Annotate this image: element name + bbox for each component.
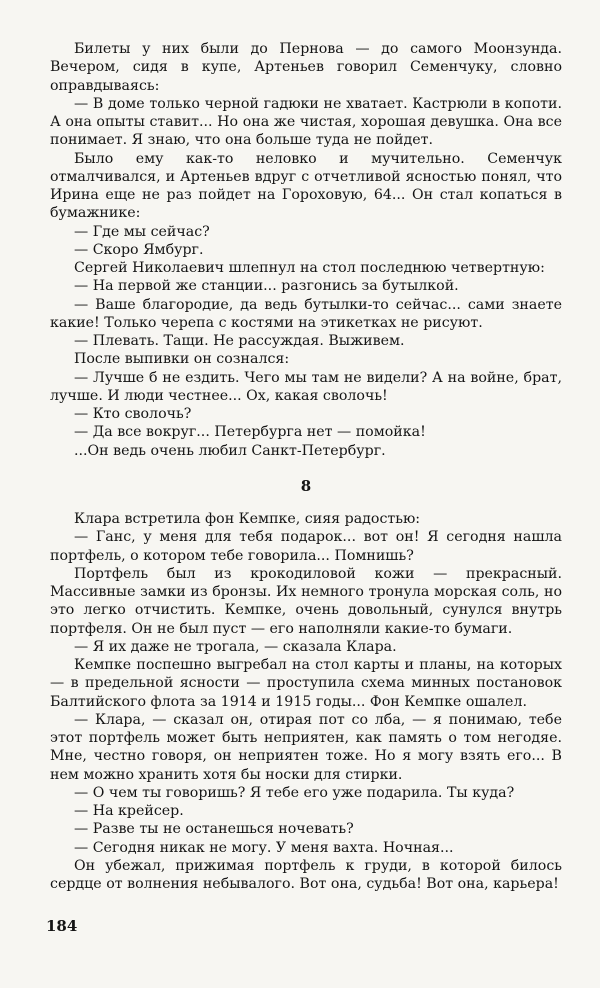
paragraph: — Клара, — сказал он, отирая пот со лба, — я понимаю, тебе этот портфель может быть неприятен, как память о том негодяе. Мне, честно говоря, он неприятен тоже. Но я могу взять его... В нем можно хранить хотя бы носки для стирки. [50, 711, 562, 783]
paragraph: — Плевать. Тащи. Не рассуждая. Выживем. [74, 333, 405, 349]
paragraph: — Скоро Ямбург. [74, 241, 204, 258]
section-two [50, 510, 562, 893]
paragraph: — Ганс, у меня для тебя подарок... вот он! Я сегодня нашла портфель, о котором тебе говорила... Помнишь? [50, 529, 562, 564]
paragraph: — На первой же станции... разгонись за бутылкой. [74, 278, 459, 295]
paragraph: Кемпке поспешно выгребал на стол карты и планы, на которых — в предельной ясности — проступила схема минных постановок Балтийского флота за 1914 и 1915 годы... Фон Кемпке ошалел. [50, 657, 562, 710]
paragraph: Было ему как-то неловко и мучительно. Семенчук отмалчивался, и Артеньев вдруг с отчетливой ясностью понял, что Ирина еще не раз пойдет на Гороховую, 64... Он стал копаться в бумажнике: [50, 150, 562, 222]
paragraph: После выпивки он сознался: [74, 351, 290, 368]
paragraph: Билеты у них были до Пернова — до самого Моонзунда. Вечером, сидя в купе, Артеньев говорил Семенчуку, словно оправдываясь: [50, 41, 562, 94]
page-number: 184 [46, 917, 78, 935]
paragraph: Сергей Николаевич шлепнул на стол последнюю четвертную: [74, 260, 545, 276]
paragraph: — Лучше б не ездить. Чего мы там не видели? А на войне, брат, лучше. И люди честнее... Ох, какая сволочь! [50, 369, 562, 404]
paragraph: — Где мы сейчас? [74, 223, 210, 240]
paragraph: — Кто сволочь? [74, 406, 192, 422]
paragraph: — Ваше благородие, да ведь бутылки-то сейчас... сами знаете какие! Только черепа с костями на этикетках не рисуют. [50, 296, 562, 331]
paragraph: Портфель был из крокодиловой кожи — прекрасный. Массивные замки из бронзы. Их немного тронула морская соль, но это легко отчистить. Кемпке, очень довольный, сунулся внутрь портфеля. Он не был пуст — его наполняли какие-то бумаги. [50, 565, 562, 637]
paragraph: Он убежал, прижимая портфель к груди, в которой билось сердце от волнения небывалого. Вот она, судьба! Вот она, карьера! [50, 857, 562, 892]
paragraph: — Сегодня никак не могу. У меня вахта. Ночная... [74, 839, 454, 856]
page-text [50, 40, 562, 893]
chapter-number: 8 [300, 476, 312, 495]
paragraph: — О чем ты говоришь? Я тебе его уже подарила. Ты куда? [74, 784, 515, 801]
paragraph: Клара встретила фон Кемпке, сияя радостью: [74, 511, 421, 527]
section-one [50, 40, 562, 460]
paragraph: ...Он ведь очень любил Санкт-Петербург. [74, 442, 386, 459]
paragraph: — Разве ты не останешься ночевать? [74, 821, 354, 838]
paragraph: — Да все вокруг... Петербурга нет — помойка! [74, 424, 426, 441]
paragraph: — В доме только черной гадюки не хватает. Кастрюли в копоти. А она опыты ставит... Но она же чистая, хорошая девушка. Она все понимает. Я знаю, что она больше туда не пойдет. [50, 95, 562, 149]
paragraph: — На крейсер. [74, 803, 184, 819]
paragraph: — Я их даже не трогала, — сказала Клара. [74, 638, 397, 655]
